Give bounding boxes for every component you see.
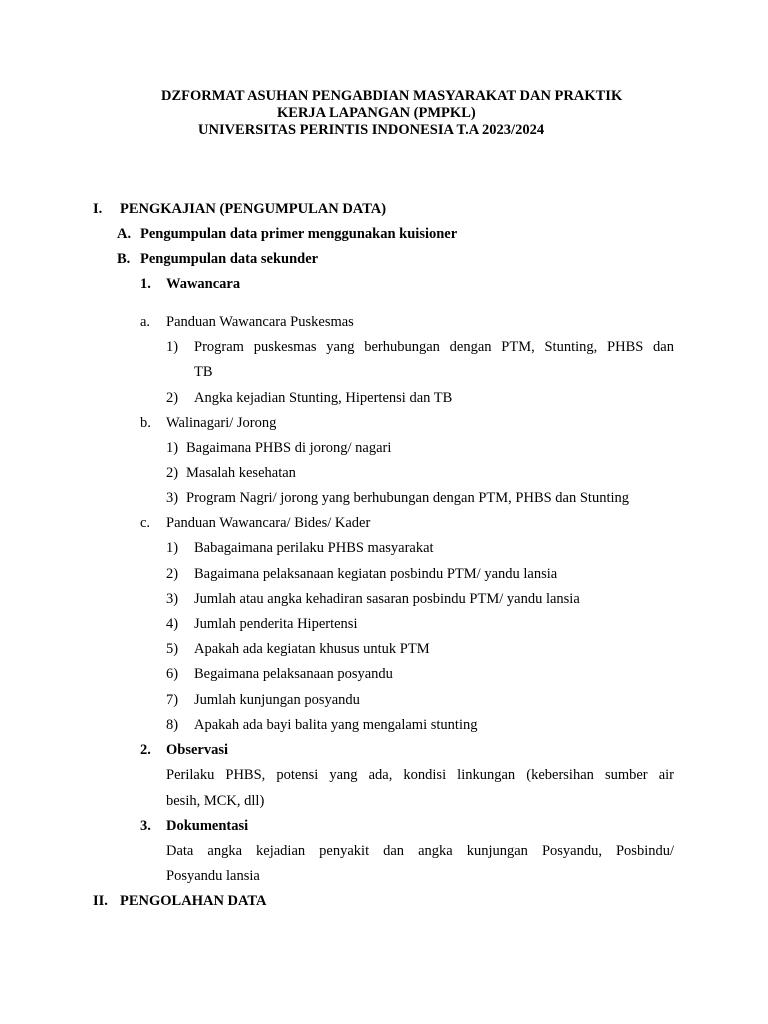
wawancara-c-letter: c. — [140, 515, 151, 531]
list-item-text: Jumlah penderita Hipertensi — [194, 616, 358, 632]
list-item-number: 1) — [166, 339, 179, 355]
section-1-number: I. — [93, 201, 103, 217]
observasi-number: 2. — [140, 742, 151, 758]
observasi-title: Observasi — [166, 742, 229, 758]
list-item-number: 8) — [166, 717, 179, 733]
list-item-text: Program puskesmas yang berhubungan dengan PTM, Stunting, PHBS dan — [194, 339, 674, 355]
wawancara-b-title: Walinagari/ Jorong — [166, 415, 277, 431]
list-item-text: Jumlah kunjungan posyandu — [194, 692, 360, 708]
list-item-number: 3) — [166, 490, 179, 506]
list-item-text: Angka kejadian Stunting, Hipertensi dan TB — [194, 390, 453, 406]
list-item-text: Bagaimana pelaksanaan kegiatan posbindu PTM/ yandu lansia — [194, 566, 558, 582]
wawancara-b-letter: b. — [140, 415, 151, 431]
wawancara-a-letter: a. — [140, 314, 151, 330]
list-item-number: 6) — [166, 666, 179, 682]
wawancara-number: 1. — [140, 276, 151, 292]
dokumentasi-number: 3. — [140, 818, 151, 834]
list-item-number: 1) — [166, 440, 179, 456]
document-title-line-3: UNIVERSITAS PERINTIS INDONESIA T.A 2023/2024 — [198, 122, 545, 138]
list-item-text: Bagaimana PHBS di jorong/ nagari — [186, 440, 392, 456]
list-item-number: 1) — [166, 540, 179, 556]
section-2-number: II. — [93, 893, 108, 909]
document-title-line-2: KERJA LAPANGAN (PMPKL) — [277, 105, 476, 121]
dokumentasi-title: Dokumentasi — [166, 818, 249, 834]
subsection-b-number: B. — [117, 251, 131, 267]
observasi-text-line-1: Perilaku PHBS, potensi yang ada, kondisi linkungan (kebersihan sumber air — [166, 767, 674, 783]
document-title-line-1: DZFORMAT ASUHAN PENGABDIAN MASYARAKAT DAN PRAKTIK — [161, 88, 623, 104]
wawancara-a-title: Panduan Wawancara Puskesmas — [166, 314, 354, 330]
section-1-title: PENGKAJIAN (PENGUMPULAN DATA) — [120, 201, 387, 217]
list-item-text: Masalah kesehatan — [186, 465, 296, 481]
section-2-title: PENGOLAHAN DATA — [120, 893, 267, 909]
subsection-b-text: Pengumpulan data sekunder — [140, 251, 319, 267]
wawancara-title: Wawancara — [166, 276, 241, 292]
list-item-number: 2) — [166, 465, 179, 481]
wawancara-c-title: Panduan Wawancara/ Bides/ Kader — [166, 515, 371, 531]
list-item-number: 2) — [166, 566, 179, 582]
list-item-number: 3) — [166, 591, 179, 607]
list-item-text: Babagaimana perilaku PHBS masyarakat — [194, 540, 434, 556]
list-item-text: Begaimana pelaksanaan posyandu — [194, 666, 393, 682]
list-item-number: 7) — [166, 692, 179, 708]
subsection-a-number: A. — [117, 226, 132, 242]
list-item-number: 2) — [166, 390, 179, 406]
list-item-continuation: TB — [194, 364, 213, 380]
list-item-number: 5) — [166, 641, 179, 657]
subsection-a-text: Pengumpulan data primer menggunakan kuisioner — [140, 226, 458, 242]
dokumentasi-text-line-2: Posyandu lansia — [166, 868, 260, 884]
observasi-text-line-2: besih, MCK, dll) — [166, 793, 265, 809]
list-item-text: Jumlah atau angka kehadiran sasaran posbindu PTM/ yandu lansia — [194, 591, 580, 607]
list-item-text: Program Nagri/ jorong yang berhubungan dengan PTM, PHBS dan Stunting — [186, 490, 630, 506]
list-item-text: Apakah ada kegiatan khusus untuk PTM — [194, 641, 430, 657]
dokumentasi-text-line-1: Data angka kejadian penyakit dan angka kunjungan Posyandu, Posbindu/ — [166, 843, 674, 859]
list-item-text: Apakah ada bayi balita yang mengalami stunting — [194, 717, 478, 733]
list-item-number: 4) — [166, 616, 179, 632]
